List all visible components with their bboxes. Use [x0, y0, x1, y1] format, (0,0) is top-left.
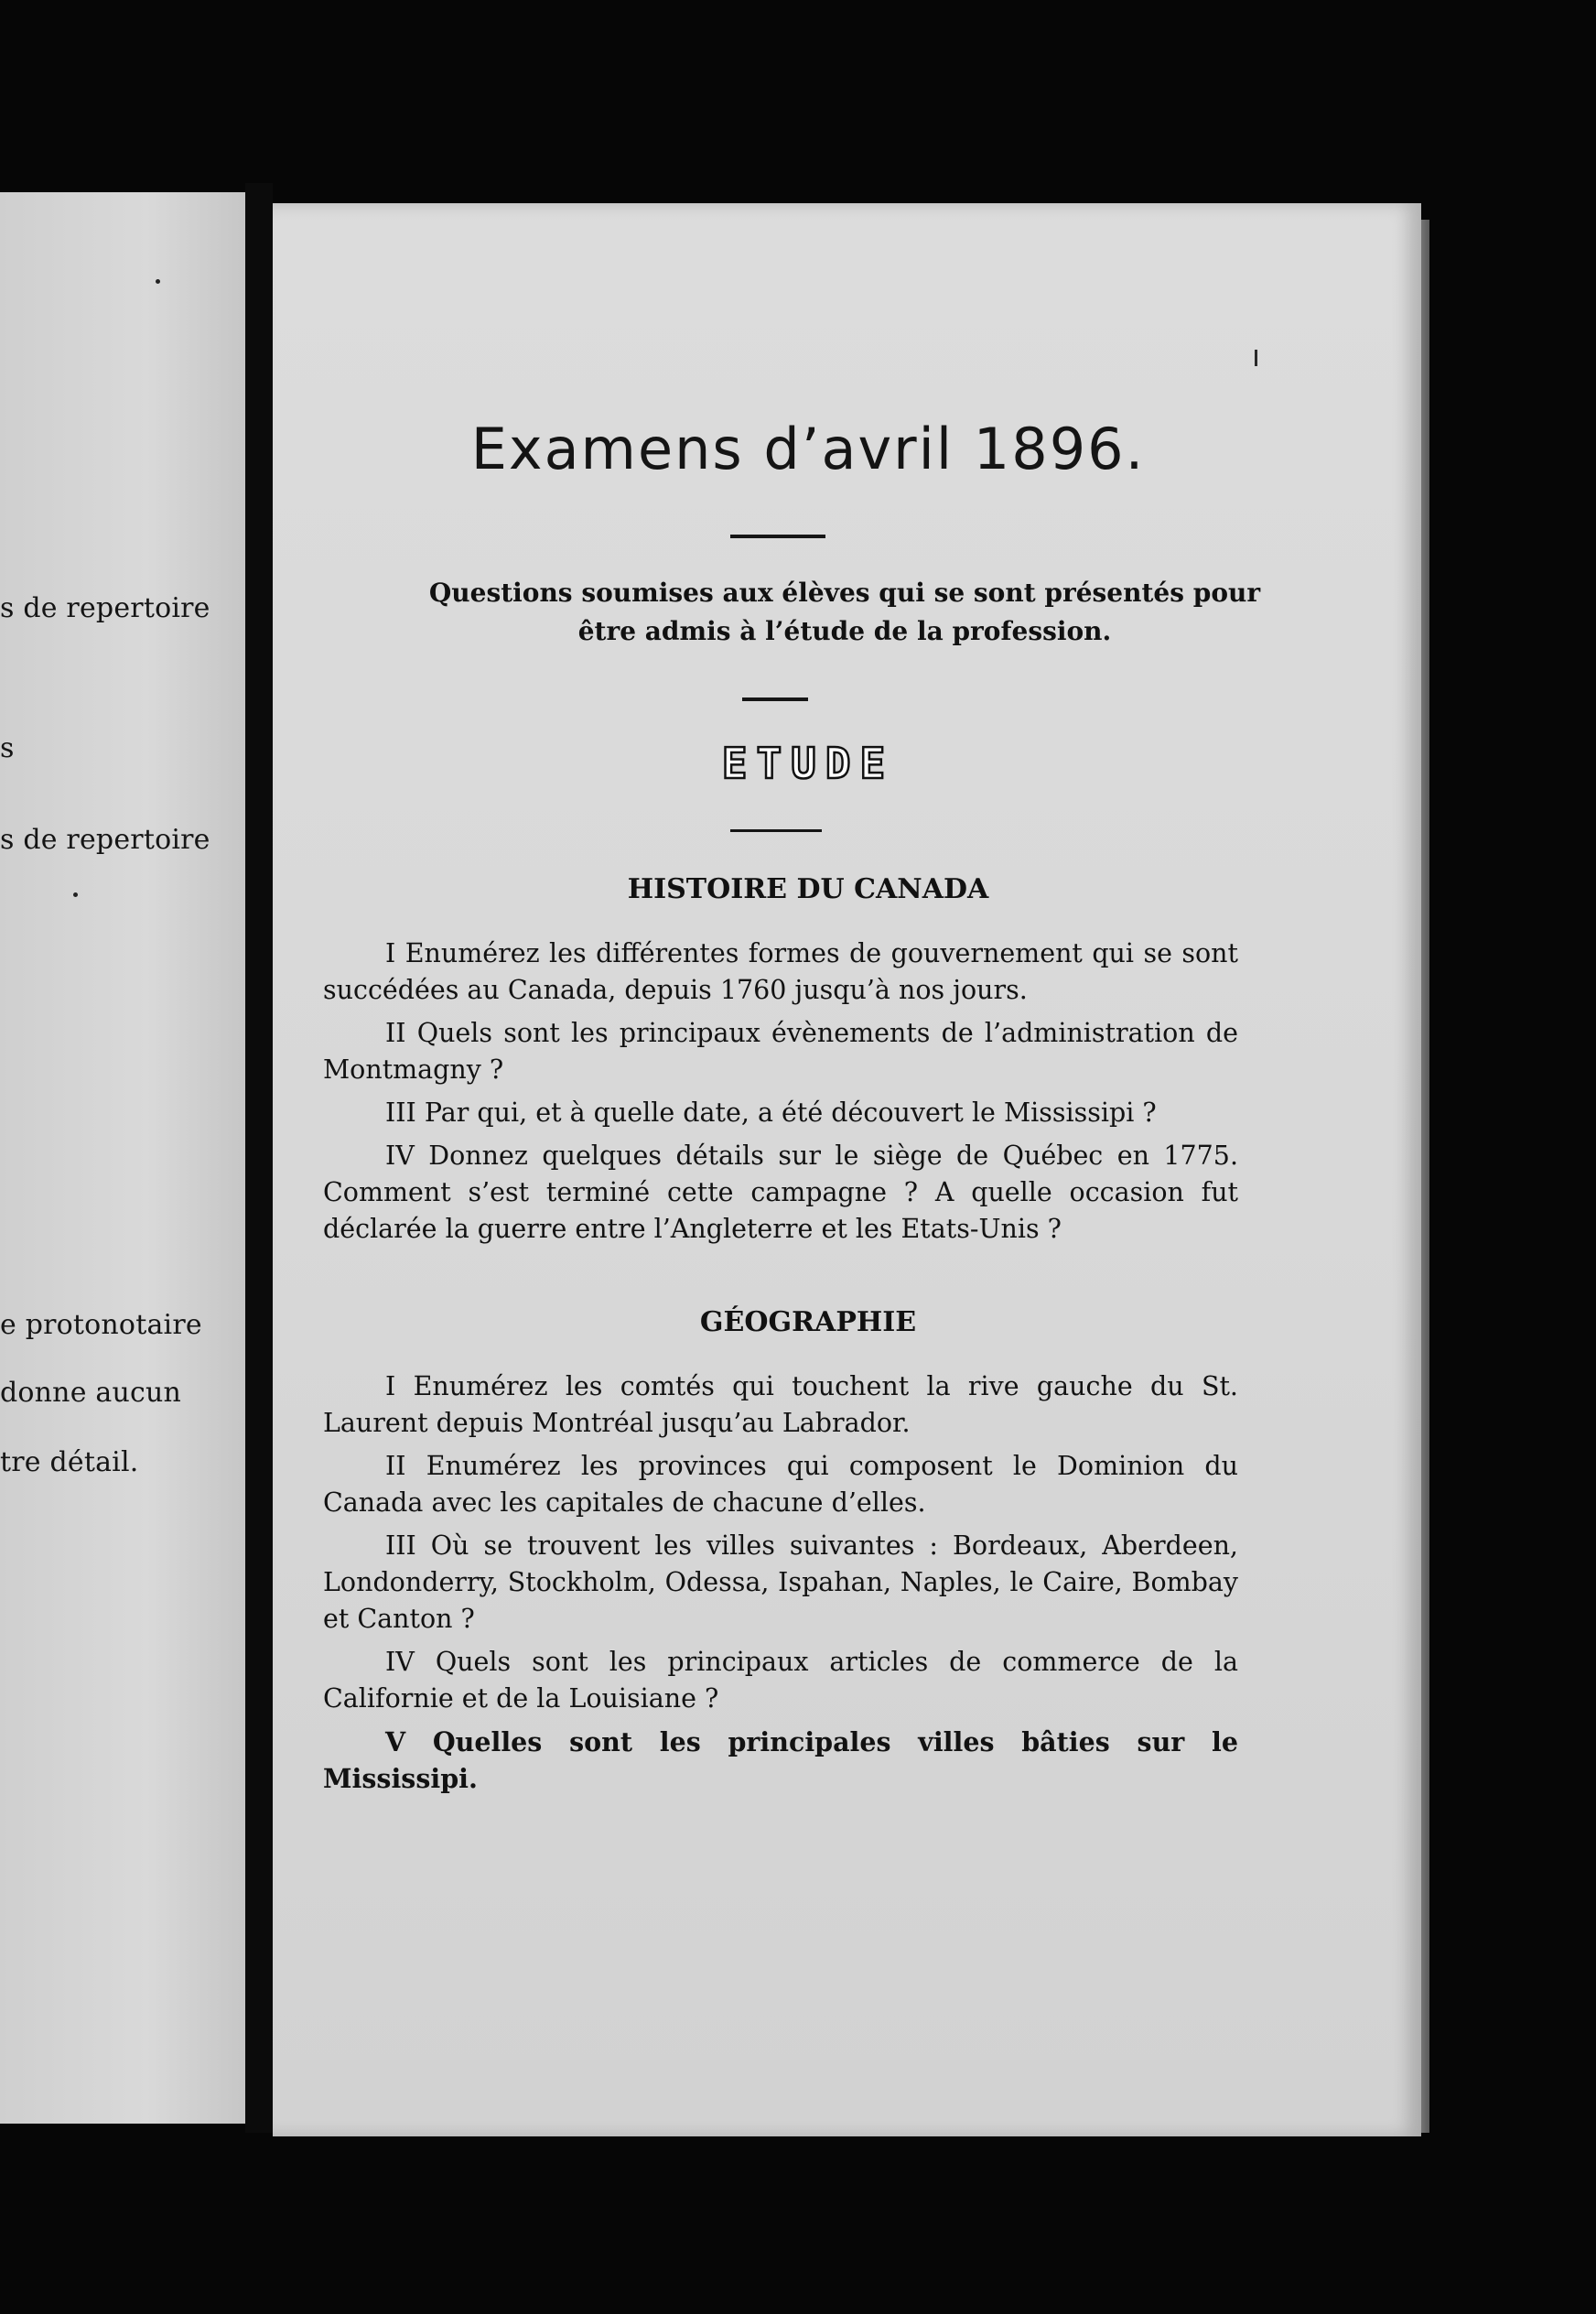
subtitle-line: Questions soumises aux élèves qui se sont présentés pour [428, 578, 1261, 608]
subtitle-rule [742, 697, 808, 701]
question-item: II Enumérez les provinces qui composent le Dominion du Canada avec les capitales de chacune d’elles. [323, 1451, 1238, 1518]
page-subtitle [328, 574, 1362, 651]
histoire-heading: HISTOIRE DU CANADA [627, 873, 989, 905]
question-item: IV Quels sont les principaux articles de commerce de la Californie et de la Louisiane ? [323, 1647, 1238, 1714]
paper-speck [156, 279, 160, 284]
left-page-fragment [0, 192, 245, 2124]
left-page-line: s de repertoire [0, 824, 210, 856]
section-rule [730, 829, 822, 832]
geographie-questions [323, 1368, 1238, 1803]
left-page-line: tre détail. [0, 1446, 139, 1478]
histoire-questions [323, 935, 1238, 1254]
left-page-line: e protonotaire [0, 1309, 202, 1341]
binding-gutter [245, 183, 273, 2133]
page-title: Examens d’avril 1896. [470, 416, 1146, 482]
question-item: V Quelles sont les principales villes bâties sur le Mississipi. [323, 1726, 1238, 1794]
title-rule [730, 535, 825, 538]
section-title: ETUDE [721, 739, 895, 788]
question-item: III Où se trouvent les villes suivantes : Bordeaux, Aberdeen, Londonderry, Stockholm, Odessa, Ispahan, Naples, le Caire, Bombay et Canton ? [323, 1530, 1238, 1634]
paper-mark [1255, 350, 1257, 366]
left-page-line: s [0, 732, 15, 764]
left-page-line: s de repertoire [0, 592, 210, 624]
paper-speck [73, 892, 78, 897]
left-page-line: donne aucun [0, 1377, 182, 1409]
geographie-heading: GÉOGRAPHIE [699, 1306, 917, 1338]
question-item: I Enumérez les différentes formes de gouvernement qui se sont succédées au Canada, depuis 1760 jusqu’à nos jours. [323, 938, 1238, 1005]
question-item: I Enumérez les comtés qui touchent la rive gauche du St. Laurent depuis Montréal jusqu’au Labrador. [323, 1371, 1238, 1438]
subtitle-line: être admis à l’étude de la profession. [577, 616, 1112, 646]
question-item: III Par qui, et à quelle date, a été découvert le Mississipi ? [385, 1098, 1157, 1128]
main-page [273, 203, 1421, 2136]
question-item: IV Donnez quelques détails sur le siège de Québec en 1775. Comment s’est terminé cette campagne ? A quelle occasion fut déclarée la guerre entre l’Angleterre et les Etats-Unis ? [323, 1141, 1238, 1244]
question-item: II Quels sont les principaux évènements de l’administration de Montmagny ? [323, 1018, 1238, 1085]
